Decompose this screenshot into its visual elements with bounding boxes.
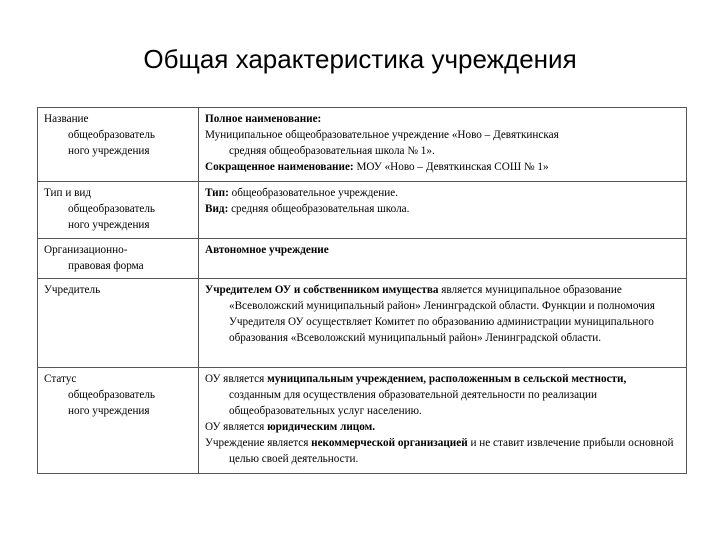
table-row	[38, 279, 687, 368]
table-row	[38, 108, 687, 182]
status-paragraph	[205, 419, 680, 435]
status-text: Учреждение является	[205, 437, 312, 449]
status-paragraph	[205, 435, 680, 467]
short-name-heading: Сокращенное наименование:	[205, 161, 354, 173]
type-line	[205, 185, 680, 201]
kind-value: средняя общеобразовательная школа.	[228, 203, 410, 215]
row-label-status	[38, 368, 199, 474]
kind-line	[205, 201, 680, 217]
row-value-status	[199, 368, 687, 474]
table-row	[38, 368, 687, 474]
label-line: ного учреждения	[68, 145, 150, 157]
status-text: ОУ является	[205, 373, 268, 385]
short-name-value: МОУ «Ново – Девяткинская СОШ № 1»	[353, 161, 549, 173]
full-name-heading: Полное наименование:	[205, 113, 322, 125]
row-value-name	[199, 108, 687, 182]
info-table	[37, 107, 687, 474]
page-title: Общая характеристика учреждения	[143, 44, 577, 74]
row-value-type	[199, 182, 687, 239]
kind-heading: Вид:	[205, 203, 229, 215]
status-bold: некоммерческой организацией	[311, 437, 468, 449]
label-line: правовая форма	[68, 260, 144, 272]
status-bold: муниципальным учреждением, расположенным в сельской местности,	[267, 373, 627, 385]
label-line: ного учреждения	[68, 405, 150, 417]
founder-text: является муниципальное образование «Всеволожский муниципальный район» Ленинградской области. Функции и полномочия Учредителя ОУ осуществляет Комитет по образованию администрации муниципального образования «Всеволожский муниципальный район» Ленинградской области.	[229, 284, 655, 344]
label-line: Статус	[44, 373, 77, 385]
row-value-founder	[199, 279, 687, 368]
legal-form-value: Автономное учреждение	[205, 244, 329, 256]
label-line: Организационно-	[44, 244, 128, 256]
label-line: ного учреждения	[68, 219, 150, 231]
row-value-legal-form	[199, 239, 687, 279]
label-line: общеобразователь	[68, 203, 156, 215]
label-line: общеобразователь	[68, 389, 156, 401]
row-label-founder	[38, 279, 199, 368]
full-name-line: средняя общеобразовательная школа № 1».	[229, 145, 435, 157]
label-line: Название	[44, 113, 89, 125]
status-bold: юридическим лицом.	[267, 421, 376, 433]
short-name-line	[205, 159, 680, 175]
row-label-type	[38, 182, 199, 239]
row-label-legal-form	[38, 239, 199, 279]
full-name-line: Муниципальное общеобразовательное учреждение «Ново – Девяткинская	[205, 129, 559, 141]
founder-paragraph	[205, 282, 680, 346]
type-heading: Тип:	[205, 187, 229, 199]
label-line: общеобразователь	[68, 129, 156, 141]
status-text: и не ставит извлечение прибыли основной целью своей деятельности.	[229, 437, 674, 465]
table-row	[38, 239, 687, 279]
type-value: общеобразовательное учреждение.	[228, 187, 399, 199]
table-row	[38, 182, 687, 239]
status-paragraph	[205, 371, 680, 419]
status-text: ОУ является	[205, 421, 268, 433]
label-line: Тип и вид	[44, 187, 92, 199]
row-label-name	[38, 108, 199, 182]
status-text: созданным для осуществления образовательной деятельности по реализации общеобразовательных услуг населению.	[229, 389, 598, 417]
founder-heading: Учредителем ОУ и собственником имущества	[205, 284, 439, 296]
label-line: Учредитель	[44, 284, 101, 296]
